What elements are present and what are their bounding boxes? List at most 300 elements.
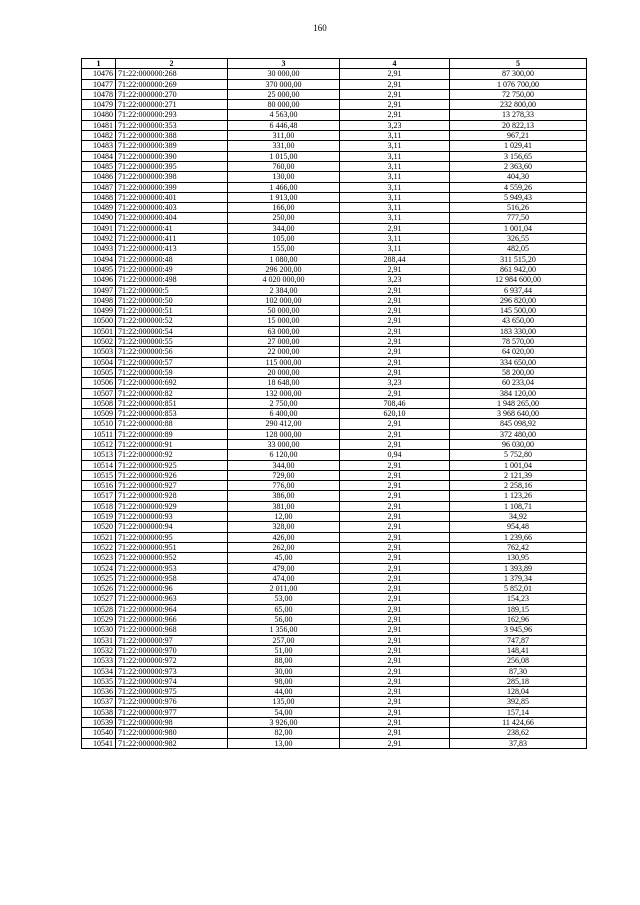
table-row <box>82 131 587 141</box>
rate-value: 2,91 <box>340 542 450 552</box>
area-value: 386,00 <box>228 491 340 501</box>
area-value: 3 926,00 <box>228 718 340 728</box>
row-number: 10484 <box>82 151 116 161</box>
rate-value: 2,91 <box>340 419 450 429</box>
total-value: 148,41 <box>450 645 587 655</box>
area-value: 128 000,00 <box>228 429 340 439</box>
row-number: 10523 <box>82 553 116 563</box>
area-value: 4 563,00 <box>228 110 340 120</box>
rate-value: 2,91 <box>340 728 450 738</box>
area-value: 6 120,00 <box>228 450 340 460</box>
rate-value: 3,11 <box>340 182 450 192</box>
table-row <box>82 398 587 408</box>
cadastral-number: 71:22:000000:976 <box>116 697 228 707</box>
row-number: 10541 <box>82 738 116 748</box>
table-row <box>82 337 587 347</box>
rate-value: 3,11 <box>340 192 450 202</box>
rate-value: 2,91 <box>340 738 450 748</box>
total-value: 1 123,26 <box>450 491 587 501</box>
total-value: 128,04 <box>450 687 587 697</box>
total-value: 2 258,16 <box>450 481 587 491</box>
row-number: 10539 <box>82 718 116 728</box>
rate-value: 2,91 <box>340 553 450 563</box>
area-value: 50 000,00 <box>228 306 340 316</box>
total-value: 1 029,41 <box>450 141 587 151</box>
cadastral-number: 71:22:000000:404 <box>116 213 228 223</box>
area-value: 729,00 <box>228 470 340 480</box>
area-value: 115 000,00 <box>228 357 340 367</box>
cadastral-number: 71:22:000000:952 <box>116 553 228 563</box>
rate-value: 2,91 <box>340 481 450 491</box>
area-value: 30,00 <box>228 666 340 676</box>
area-value: 88,00 <box>228 656 340 666</box>
table-row <box>82 604 587 614</box>
cadastral-number: 71:22:000000:398 <box>116 172 228 182</box>
cadastral-number: 71:22:000000:95 <box>116 532 228 542</box>
area-value: 45,00 <box>228 553 340 563</box>
rate-value: 3,11 <box>340 234 450 244</box>
rate-value: 2,91 <box>340 697 450 707</box>
area-value: 381,00 <box>228 501 340 511</box>
area-value: 257,00 <box>228 635 340 645</box>
cadastral-number: 71:22:000000:91 <box>116 439 228 449</box>
table-row <box>82 254 587 264</box>
total-value: 60 233,04 <box>450 378 587 388</box>
rate-value: 2,91 <box>340 532 450 542</box>
area-value: 1 913,00 <box>228 192 340 202</box>
area-value: 6 400,00 <box>228 409 340 419</box>
cadastral-number: 71:22:000000:977 <box>116 707 228 717</box>
table-row <box>82 79 587 89</box>
row-number: 10531 <box>82 635 116 645</box>
header-row <box>82 59 587 69</box>
area-value: 102 000,00 <box>228 295 340 305</box>
header-col-5: 5 <box>450 59 587 69</box>
table-row <box>82 110 587 120</box>
area-value: 1 015,00 <box>228 151 340 161</box>
row-number: 10491 <box>82 223 116 233</box>
rate-value: 620,10 <box>340 409 450 419</box>
row-number: 10522 <box>82 542 116 552</box>
area-value: 2 011,00 <box>228 584 340 594</box>
row-number: 10498 <box>82 295 116 305</box>
area-value: 296 200,00 <box>228 264 340 274</box>
total-value: 238,62 <box>450 728 587 738</box>
cadastral-number: 71:22:000000:390 <box>116 151 228 161</box>
table-row <box>82 738 587 748</box>
table-row <box>82 542 587 552</box>
row-number: 10495 <box>82 264 116 274</box>
total-value: 130,95 <box>450 553 587 563</box>
row-number: 10493 <box>82 244 116 254</box>
cadastral-number: 71:22:000000:59 <box>116 367 228 377</box>
rate-value: 3,11 <box>340 161 450 171</box>
cadastral-number: 71:22:000000:55 <box>116 337 228 347</box>
area-value: 53,00 <box>228 594 340 604</box>
rate-value: 2,91 <box>340 223 450 233</box>
rate-value: 2,91 <box>340 687 450 697</box>
cadastral-number: 71:22:000000:963 <box>116 594 228 604</box>
cadastral-number: 71:22:000000:49 <box>116 264 228 274</box>
rate-value: 3,11 <box>340 172 450 182</box>
rate-value: 2,91 <box>340 512 450 522</box>
cadastral-number: 71:22:000000:951 <box>116 542 228 552</box>
rate-value: 2,91 <box>340 89 450 99</box>
cadastral-number: 71:22:000000:953 <box>116 563 228 573</box>
table-row <box>82 100 587 110</box>
area-value: 311,00 <box>228 131 340 141</box>
rate-value: 2,91 <box>340 285 450 295</box>
area-value: 479,00 <box>228 563 340 573</box>
row-number: 10538 <box>82 707 116 717</box>
total-value: 516,26 <box>450 203 587 213</box>
total-value: 1 239,66 <box>450 532 587 542</box>
table-row <box>82 264 587 274</box>
rate-value: 2,91 <box>340 357 450 367</box>
total-value: 482,05 <box>450 244 587 254</box>
table-row <box>82 460 587 470</box>
row-number: 10497 <box>82 285 116 295</box>
row-number: 10534 <box>82 666 116 676</box>
row-number: 10524 <box>82 563 116 573</box>
cadastral-number: 71:22:000000:929 <box>116 501 228 511</box>
row-number: 10489 <box>82 203 116 213</box>
area-value: 105,00 <box>228 234 340 244</box>
total-value: 967,21 <box>450 131 587 141</box>
area-value: 130,00 <box>228 172 340 182</box>
table-row <box>82 635 587 645</box>
total-value: 189,15 <box>450 604 587 614</box>
table-row <box>82 707 587 717</box>
cadastral-number: 71:22:000000:268 <box>116 69 228 79</box>
rate-value: 2,91 <box>340 501 450 511</box>
area-value: 262,00 <box>228 542 340 552</box>
row-number: 10528 <box>82 604 116 614</box>
rate-value: 3,23 <box>340 378 450 388</box>
rate-value: 2,91 <box>340 584 450 594</box>
total-value: 1 001,04 <box>450 223 587 233</box>
cadastral-number: 71:22:000000:353 <box>116 120 228 130</box>
cadastral-number: 71:22:000000:403 <box>116 203 228 213</box>
total-value: 861 942,00 <box>450 264 587 274</box>
total-value: 777,50 <box>450 213 587 223</box>
total-value: 2 121,39 <box>450 470 587 480</box>
table-row <box>82 697 587 707</box>
rate-value: 0,94 <box>340 450 450 460</box>
area-value: 250,00 <box>228 213 340 223</box>
cadastral-number: 71:22:000000:395 <box>116 161 228 171</box>
cadastral-number: 71:22:000000:926 <box>116 470 228 480</box>
rate-value: 2,91 <box>340 470 450 480</box>
rate-value: 2,91 <box>340 604 450 614</box>
cadastral-number: 71:22:000000:975 <box>116 687 228 697</box>
total-value: 72 750,00 <box>450 89 587 99</box>
total-value: 392,85 <box>450 697 587 707</box>
rate-value: 3,11 <box>340 131 450 141</box>
cadastral-number: 71:22:000000:982 <box>116 738 228 748</box>
cadastral-number: 71:22:000000:93 <box>116 512 228 522</box>
area-value: 760,00 <box>228 161 340 171</box>
total-value: 2 363,60 <box>450 161 587 171</box>
total-value: 5 752,80 <box>450 450 587 460</box>
row-number: 10511 <box>82 429 116 439</box>
rate-value: 2,91 <box>340 563 450 573</box>
total-value: 20 822,13 <box>450 120 587 130</box>
total-value: 12 984 600,00 <box>450 275 587 285</box>
row-number: 10536 <box>82 687 116 697</box>
total-value: 296 820,00 <box>450 295 587 305</box>
cadastral-number: 71:22:000000:413 <box>116 244 228 254</box>
row-number: 10530 <box>82 625 116 635</box>
total-value: 334 650,00 <box>450 357 587 367</box>
table-row <box>82 584 587 594</box>
row-number: 10521 <box>82 532 116 542</box>
total-value: 157,14 <box>450 707 587 717</box>
cadastral-number: 71:22:000000:96 <box>116 584 228 594</box>
table-row <box>82 594 587 604</box>
rate-value: 3,11 <box>340 244 450 254</box>
row-number: 10508 <box>82 398 116 408</box>
area-value: 474,00 <box>228 573 340 583</box>
rate-value: 3,23 <box>340 275 450 285</box>
area-value: 4 020 000,00 <box>228 275 340 285</box>
rate-value: 2,91 <box>340 439 450 449</box>
table-row <box>82 563 587 573</box>
table-row <box>82 172 587 182</box>
header-col-4: 4 <box>340 59 450 69</box>
cadastral-number: 71:22:000000:853 <box>116 409 228 419</box>
table-row <box>82 69 587 79</box>
rate-value: 2,91 <box>340 625 450 635</box>
area-value: 328,00 <box>228 522 340 532</box>
table-row <box>82 347 587 357</box>
cadastral-number: 71:22:000000:958 <box>116 573 228 583</box>
cadastral-number: 71:22:000000:851 <box>116 398 228 408</box>
total-value: 78 570,00 <box>450 337 587 347</box>
rate-value: 2,91 <box>340 264 450 274</box>
total-value: 285,18 <box>450 676 587 686</box>
table-row <box>82 645 587 655</box>
cadastral-number: 71:22:000000:52 <box>116 316 228 326</box>
cadastral-number: 71:22:000000:92 <box>116 450 228 460</box>
row-number: 10494 <box>82 254 116 264</box>
rate-value: 3,23 <box>340 120 450 130</box>
row-number: 10525 <box>82 573 116 583</box>
total-value: 256,08 <box>450 656 587 666</box>
rate-value: 2,91 <box>340 347 450 357</box>
total-value: 384 120,00 <box>450 388 587 398</box>
row-number: 10505 <box>82 367 116 377</box>
total-value: 6 937,44 <box>450 285 587 295</box>
cadastral-number: 71:22:000000:968 <box>116 625 228 635</box>
cadastral-number: 71:22:000000:399 <box>116 182 228 192</box>
table-row <box>82 419 587 429</box>
rate-value: 2,91 <box>340 718 450 728</box>
rate-value: 2,91 <box>340 388 450 398</box>
cadastral-number: 71:22:000000:5 <box>116 285 228 295</box>
row-number: 10518 <box>82 501 116 511</box>
rate-value: 2,91 <box>340 676 450 686</box>
table-row <box>82 357 587 367</box>
rate-value: 2,91 <box>340 100 450 110</box>
area-value: 13,00 <box>228 738 340 748</box>
row-number: 10509 <box>82 409 116 419</box>
total-value: 3 156,65 <box>450 151 587 161</box>
area-value: 22 000,00 <box>228 347 340 357</box>
rate-value: 2,91 <box>340 594 450 604</box>
cadastral-number: 71:22:000000:692 <box>116 378 228 388</box>
cadastral-number: 71:22:000000:970 <box>116 645 228 655</box>
table-row <box>82 656 587 666</box>
rate-value: 2,91 <box>340 326 450 336</box>
table-row <box>82 120 587 130</box>
rate-value: 2,91 <box>340 295 450 305</box>
rate-value: 2,91 <box>340 316 450 326</box>
area-value: 331,00 <box>228 141 340 151</box>
header-col-3: 3 <box>228 59 340 69</box>
total-value: 34,92 <box>450 512 587 522</box>
table-row <box>82 429 587 439</box>
total-value: 1 393,89 <box>450 563 587 573</box>
page-number: 160 <box>313 23 327 33</box>
total-value: 232 800,00 <box>450 100 587 110</box>
cadastral-number: 71:22:000000:41 <box>116 223 228 233</box>
total-value: 58 200,00 <box>450 367 587 377</box>
area-value: 1 356,00 <box>228 625 340 635</box>
cadastral-number: 71:22:000000:966 <box>116 615 228 625</box>
row-number: 10476 <box>82 69 116 79</box>
table-row <box>82 573 587 583</box>
row-number: 10478 <box>82 89 116 99</box>
area-value: 54,00 <box>228 707 340 717</box>
row-number: 10527 <box>82 594 116 604</box>
total-value: 1 108,71 <box>450 501 587 511</box>
cadastral-number: 71:22:000000:973 <box>116 666 228 676</box>
total-value: 1 948 265,00 <box>450 398 587 408</box>
table-row <box>82 450 587 460</box>
rate-value: 2,91 <box>340 645 450 655</box>
total-value: 762,42 <box>450 542 587 552</box>
table-row <box>82 161 587 171</box>
area-value: 1 466,00 <box>228 182 340 192</box>
total-value: 1 379,34 <box>450 573 587 583</box>
row-number: 10537 <box>82 697 116 707</box>
cadastral-number: 71:22:000000:925 <box>116 460 228 470</box>
table-row <box>82 501 587 511</box>
table-row <box>82 615 587 625</box>
rate-value: 2,91 <box>340 635 450 645</box>
table-row <box>82 378 587 388</box>
area-value: 80 000,00 <box>228 100 340 110</box>
area-value: 30 000,00 <box>228 69 340 79</box>
cadastral-number: 71:22:000000:927 <box>116 481 228 491</box>
row-number: 10492 <box>82 234 116 244</box>
area-value: 18 648,00 <box>228 378 340 388</box>
area-value: 132 000,00 <box>228 388 340 398</box>
cadastral-number: 71:22:000000:928 <box>116 491 228 501</box>
table-row <box>82 512 587 522</box>
table-row <box>82 182 587 192</box>
row-number: 10485 <box>82 161 116 171</box>
rate-value: 2,91 <box>340 707 450 717</box>
rate-value: 2,91 <box>340 69 450 79</box>
cadastral-number: 71:22:000000:89 <box>116 429 228 439</box>
row-number: 10504 <box>82 357 116 367</box>
total-value: 3 945,96 <box>450 625 587 635</box>
row-number: 10482 <box>82 131 116 141</box>
table-body <box>82 69 587 749</box>
area-value: 15 000,00 <box>228 316 340 326</box>
total-value: 162,96 <box>450 615 587 625</box>
rate-value: 3,11 <box>340 151 450 161</box>
row-number: 10512 <box>82 439 116 449</box>
area-value: 2 384,00 <box>228 285 340 295</box>
area-value: 63 000,00 <box>228 326 340 336</box>
cadastral-number: 71:22:000000:94 <box>116 522 228 532</box>
rate-value: 2,91 <box>340 337 450 347</box>
total-value: 13 278,33 <box>450 110 587 120</box>
table-row <box>82 151 587 161</box>
table-row <box>82 439 587 449</box>
cadastral-number: 71:22:000000:56 <box>116 347 228 357</box>
row-number: 10532 <box>82 645 116 655</box>
total-value: 311 515,20 <box>450 254 587 264</box>
row-number: 10479 <box>82 100 116 110</box>
row-number: 10501 <box>82 326 116 336</box>
area-value: 20 000,00 <box>228 367 340 377</box>
table-row <box>82 625 587 635</box>
cadastral-number: 71:22:000000:51 <box>116 306 228 316</box>
total-value: 183 330,00 <box>450 326 587 336</box>
total-value: 87,30 <box>450 666 587 676</box>
total-value: 747,87 <box>450 635 587 645</box>
total-value: 37,83 <box>450 738 587 748</box>
row-number: 10496 <box>82 275 116 285</box>
table-row <box>82 728 587 738</box>
total-value: 1 076 700,00 <box>450 79 587 89</box>
row-number: 10520 <box>82 522 116 532</box>
table-row <box>82 244 587 254</box>
total-value: 64 020,00 <box>450 347 587 357</box>
total-value: 1 001,04 <box>450 460 587 470</box>
table-row <box>82 666 587 676</box>
row-number: 10503 <box>82 347 116 357</box>
table-row <box>82 316 587 326</box>
row-number: 10513 <box>82 450 116 460</box>
table-row <box>82 141 587 151</box>
rate-value: 3,11 <box>340 141 450 151</box>
total-value: 87 300,00 <box>450 69 587 79</box>
area-value: 12,00 <box>228 512 340 522</box>
cadastral-number: 71:22:000000:269 <box>116 79 228 89</box>
area-value: 370 000,00 <box>228 79 340 89</box>
total-value: 4 559,26 <box>450 182 587 192</box>
row-number: 10481 <box>82 120 116 130</box>
rate-value: 288,44 <box>340 254 450 264</box>
table-row <box>82 718 587 728</box>
cadastral-number: 71:22:000000:271 <box>116 100 228 110</box>
area-value: 33 000,00 <box>228 439 340 449</box>
row-number: 10480 <box>82 110 116 120</box>
cadastral-number: 71:22:000000:293 <box>116 110 228 120</box>
cadastral-number: 71:22:000000:388 <box>116 131 228 141</box>
cadastral-number: 71:22:000000:98 <box>116 718 228 728</box>
area-value: 51,00 <box>228 645 340 655</box>
area-value: 344,00 <box>228 460 340 470</box>
table-row <box>82 234 587 244</box>
cadastral-number: 71:22:000000:974 <box>116 676 228 686</box>
cadastral-number: 71:22:000000:97 <box>116 635 228 645</box>
